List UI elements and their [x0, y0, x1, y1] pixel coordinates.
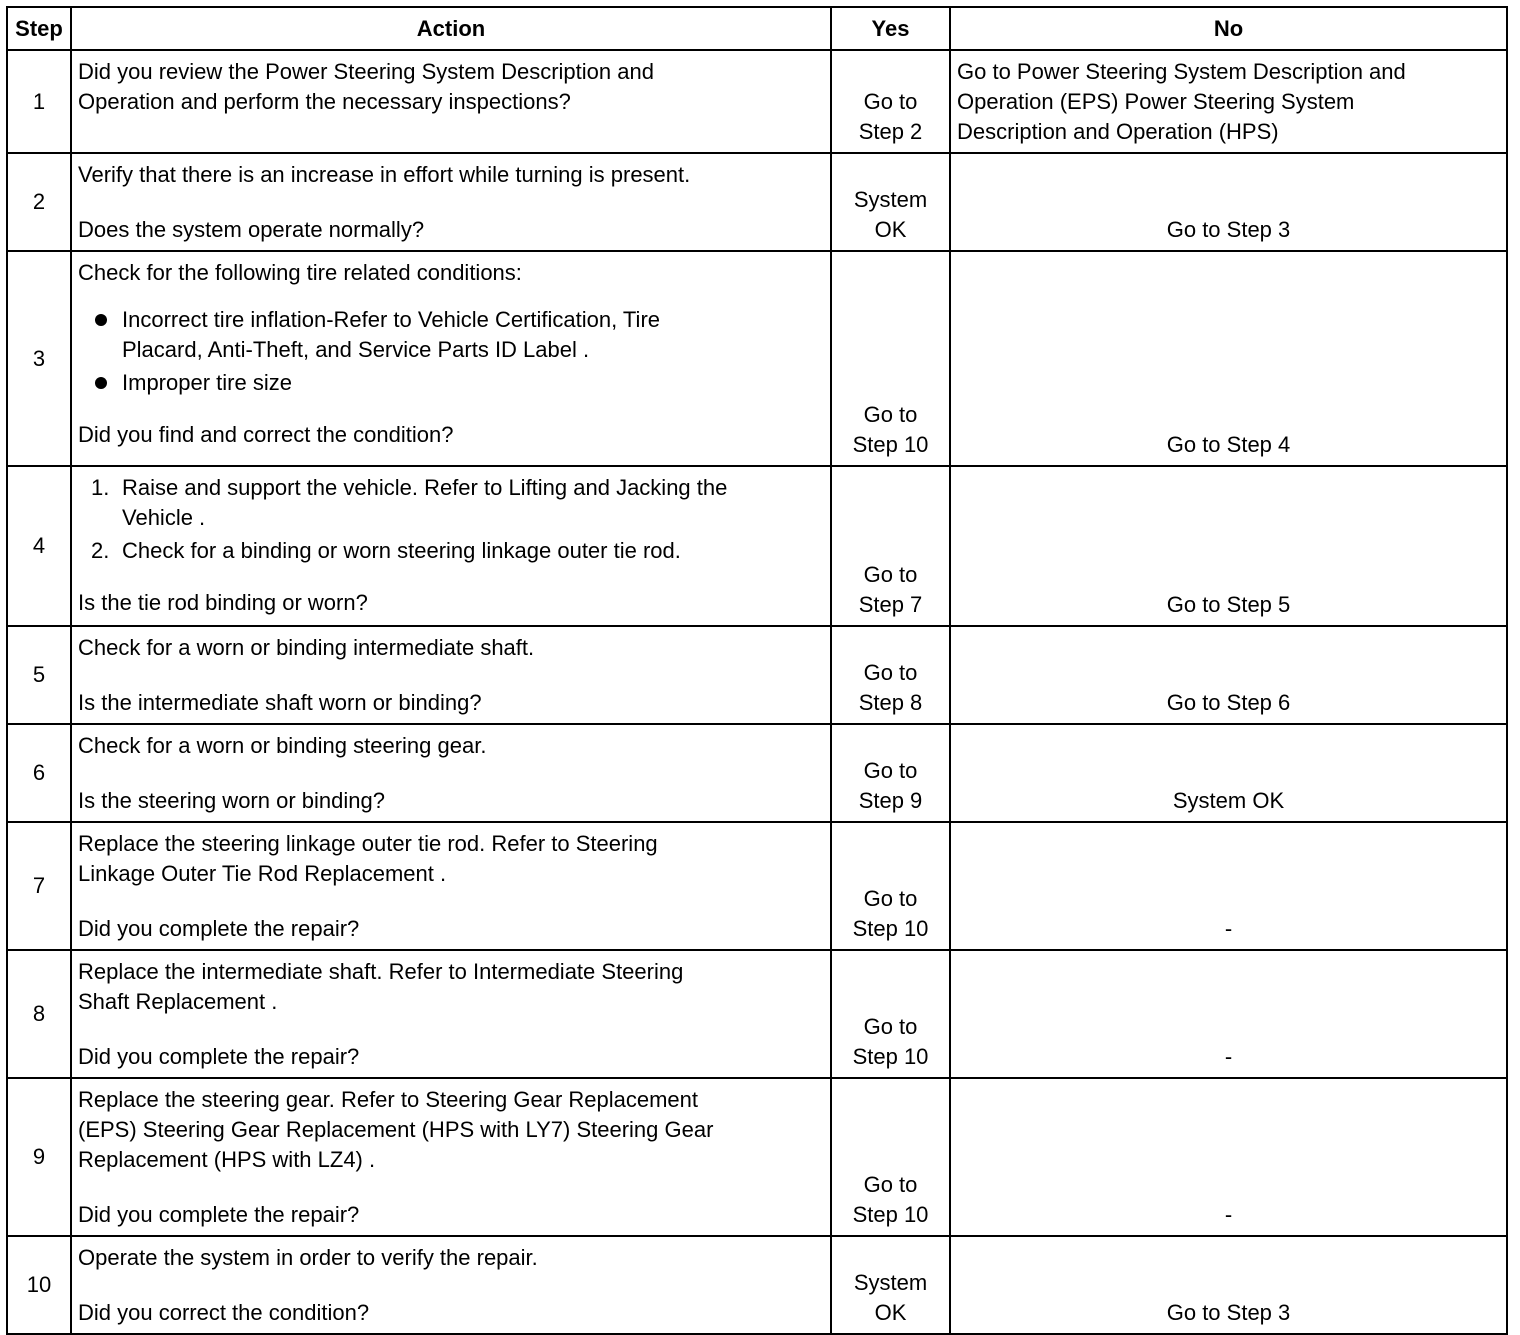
table-row [7, 153, 1507, 251]
action-cell [71, 626, 831, 724]
list-item-text: Vehicle . [122, 505, 206, 530]
no-cell: Go to Step 5 [950, 466, 1507, 626]
table-row [7, 1078, 1507, 1236]
no-cell: - [950, 822, 1507, 950]
action-question: Is the tie rod binding or worn? [78, 590, 368, 615]
action-text: Check for the following tire related conditions: [78, 260, 522, 285]
list-item [78, 536, 824, 566]
yes-cell [831, 724, 950, 822]
table-row [7, 822, 1507, 950]
table-row [7, 626, 1507, 724]
step-number: 4 [7, 466, 71, 626]
action-question: Does the system operate normally? [78, 217, 425, 242]
yes-cell [831, 626, 950, 724]
no-text: Operation (EPS) Power Steering System [957, 89, 1355, 114]
action-question: Did you complete the repair? [78, 1044, 360, 1069]
list-item [78, 305, 824, 365]
yes-text: Step 10 [852, 1044, 929, 1069]
yes-text: OK [874, 217, 907, 242]
yes-text: Go to [863, 886, 918, 911]
step-number: 6 [7, 724, 71, 822]
yes-cell [831, 1236, 950, 1334]
diagnostic-table-wrapper [6, 6, 1506, 1335]
action-cell [71, 950, 831, 1078]
diagnostic-table [6, 6, 1508, 1335]
yes-text: Go to [863, 402, 918, 427]
header-row [7, 7, 1507, 50]
list-item-text: Placard, Anti-Theft, and Service Parts ID Label . [122, 337, 590, 362]
yes-text: Step 7 [858, 592, 923, 617]
no-cell: - [950, 1078, 1507, 1236]
no-cell: Go to Step 4 [950, 251, 1507, 466]
step-number: 8 [7, 950, 71, 1078]
step-number: 5 [7, 626, 71, 724]
yes-text: System [853, 187, 928, 212]
action-text: Replacement (HPS with LZ4) . [78, 1147, 376, 1172]
procedure-list [78, 473, 824, 566]
action-question: Did you correct the condition? [78, 1300, 370, 1325]
action-text: Check for a worn or binding steering gear. [78, 733, 487, 758]
yes-text: Go to [863, 660, 918, 685]
yes-text: Go to [863, 89, 918, 114]
yes-text: Step 10 [852, 916, 929, 941]
no-cell: Go to Step 3 [950, 153, 1507, 251]
step-number: 7 [7, 822, 71, 950]
no-text: Description and Operation (HPS) [957, 119, 1279, 144]
table-row [7, 466, 1507, 626]
no-cell: Go to Step 3 [950, 1236, 1507, 1334]
step-number: 1 [7, 50, 71, 153]
action-text: Linkage Outer Tie Rod Replacement . [78, 861, 447, 886]
no-cell [950, 50, 1507, 153]
action-question: Is the intermediate shaft worn or binding? [78, 690, 482, 715]
no-text: Go to Power Steering System Description and [957, 59, 1406, 84]
table-row [7, 251, 1507, 466]
action-cell [71, 1236, 831, 1334]
action-question: Did you find and correct the condition? [78, 422, 454, 447]
yes-text: System [853, 1270, 928, 1295]
action-question: Did you complete the repair? [78, 1202, 360, 1227]
action-question: Is the steering worn or binding? [78, 788, 385, 813]
action-text: Check for a worn or binding intermediate shaft. [78, 635, 535, 660]
yes-text: OK [874, 1300, 907, 1325]
no-cell: Go to Step 6 [950, 626, 1507, 724]
action-text: Did you review the Power Steering System Description and [78, 59, 654, 84]
action-text: Operation and perform the necessary inspections? [78, 89, 571, 114]
action-cell [71, 466, 831, 626]
list-item-number: 1. [91, 475, 110, 500]
table-row [7, 950, 1507, 1078]
action-cell [71, 251, 831, 466]
action-text: (EPS) Steering Gear Replacement (HPS with LY7) Steering Gear [78, 1117, 714, 1142]
list-item [78, 473, 824, 533]
action-cell [71, 822, 831, 950]
list-item [78, 368, 824, 398]
no-cell: System OK [950, 724, 1507, 822]
table-row [7, 1236, 1507, 1334]
yes-text: Go to [863, 758, 918, 783]
table-row [7, 50, 1507, 153]
yes-cell [831, 1078, 950, 1236]
yes-text: Step 10 [852, 432, 929, 457]
action-text: Replace the intermediate shaft. Refer to Intermediate Steering [78, 959, 684, 984]
yes-text: Go to [863, 1014, 918, 1039]
yes-cell [831, 950, 950, 1078]
step-number: 2 [7, 153, 71, 251]
yes-cell [831, 822, 950, 950]
action-text: Operate the system in order to verify the repair. [78, 1245, 538, 1270]
header-step: Step [7, 7, 71, 50]
header-no: No [950, 7, 1507, 50]
yes-text: Step 9 [858, 788, 923, 813]
action-text: Verify that there is an increase in effort while turning is present. [78, 162, 691, 187]
yes-cell [831, 251, 950, 466]
list-item-text: Incorrect tire inflation-Refer to Vehicle Certification, Tire [122, 307, 661, 332]
action-text: Shaft Replacement . [78, 989, 278, 1014]
list-item-text: Improper tire size [122, 370, 292, 395]
yes-text: Go to [863, 1172, 918, 1197]
yes-cell [831, 50, 950, 153]
list-item-text: Check for a binding or worn steering linkage outer tie rod. [122, 538, 681, 563]
header-yes: Yes [831, 7, 950, 50]
step-number: 3 [7, 251, 71, 466]
action-text: Replace the steering linkage outer tie rod. Refer to Steering [78, 831, 658, 856]
header-action: Action [71, 7, 831, 50]
yes-cell [831, 466, 950, 626]
table-row [7, 724, 1507, 822]
action-cell [71, 153, 831, 251]
no-cell: - [950, 950, 1507, 1078]
condition-list [78, 305, 824, 398]
list-item-text: Raise and support the vehicle. Refer to Lifting and Jacking the [122, 475, 728, 500]
action-cell [71, 1078, 831, 1236]
yes-text: Go to [863, 562, 918, 587]
step-number: 9 [7, 1078, 71, 1236]
action-cell [71, 724, 831, 822]
yes-text: Step 8 [858, 690, 923, 715]
list-item-number: 2. [91, 538, 110, 563]
action-text: Replace the steering gear. Refer to Steering Gear Replacement [78, 1087, 699, 1112]
yes-text: Step 2 [858, 119, 923, 144]
action-question: Did you complete the repair? [78, 916, 360, 941]
step-number: 10 [7, 1236, 71, 1334]
yes-text: Step 10 [852, 1202, 929, 1227]
yes-cell [831, 153, 950, 251]
action-cell [71, 50, 831, 153]
